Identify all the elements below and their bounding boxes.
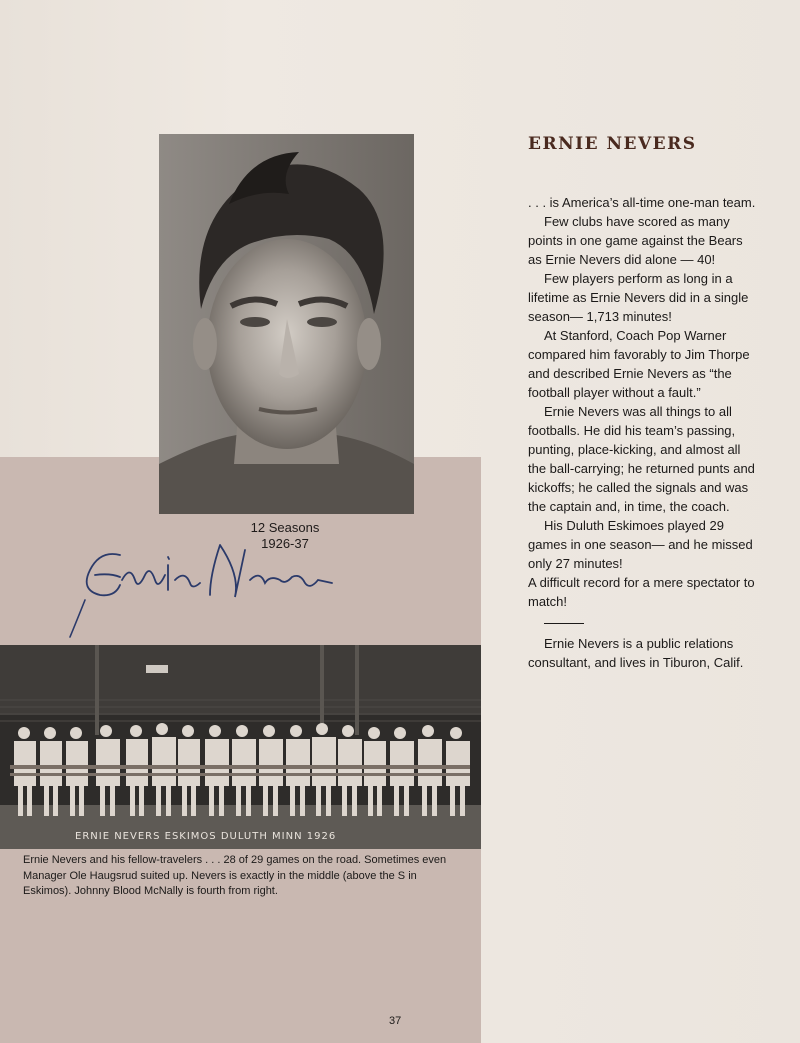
paragraph: Ernie Nevers was all things to all footballs. He did his team’s passing, punting, place-kicking, and almost all the ball-carrying; he returned punts and kickoffs; he called the signals and was the captain and, in time, the coach. — [528, 404, 755, 514]
paragraph: His Duluth Eskimoes played 29 games in one season— and he missed only 27 minutes! — [528, 518, 753, 571]
paragraph: Few players perform as long in a lifetime as Ernie Nevers did in a single season— 1,713 minutes! — [528, 271, 749, 324]
page-title: ERNIE NEVERS — [528, 134, 697, 154]
team-photo — [0, 645, 481, 849]
paragraph: A difficult record for a mere spectator to match! — [528, 575, 755, 609]
seasons-count: 12 Seasons — [250, 520, 320, 535]
divider — [544, 623, 584, 624]
signature — [60, 535, 350, 645]
paragraph: Few clubs have scored as many points in one game against the Bears as Ernie Nevers did alone — 40! — [528, 214, 743, 267]
paragraph: At Stanford, Coach Pop Warner compared him favorably to Jim Thorpe and described Ernie Nevers as “the football player without a fault.” — [528, 328, 750, 400]
photo-caption: Ernie Nevers and his fellow-travelers . . . 28 of 29 games on the road. Sometimes even Manager Ole Haugsrud suited up. Nevers is exactly in the middle (above the S in Eskimos). Johnny Blood McNally is fourth from right. — [23, 854, 447, 897]
paragraph: . . . is America’s all-time one-man team. — [528, 195, 756, 210]
paragraph: Ernie Nevers is a public relations consultant, and lives in Tiburon, Calif. — [528, 636, 744, 670]
page-number: 37 — [389, 1015, 402, 1027]
portrait-photo — [159, 134, 414, 514]
seasons-years: 1926-37 — [261, 536, 309, 551]
article-body — [528, 193, 758, 672]
team-photo-label: ERNIE NEVERS ESKIMOS DULUTH MINN 1926 — [75, 831, 337, 842]
